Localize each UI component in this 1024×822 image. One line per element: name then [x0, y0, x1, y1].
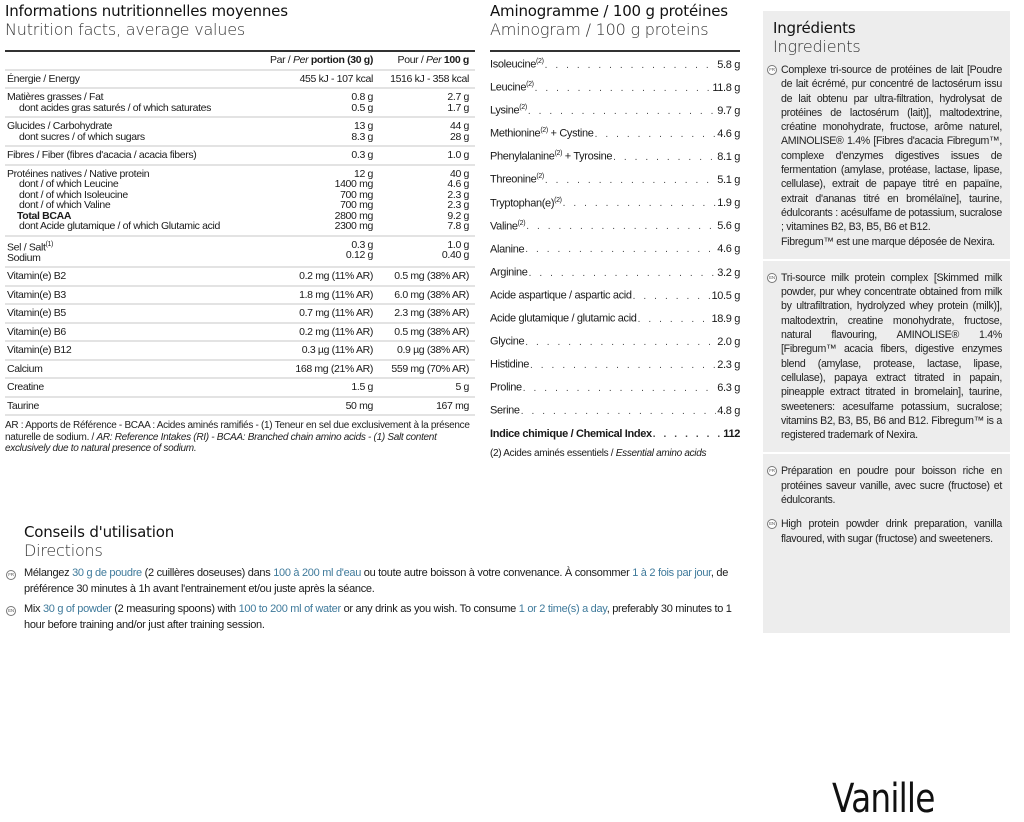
aminogram-list: [490, 52, 740, 422]
column-header-portion: Par / Per portion (30 g): [245, 52, 375, 70]
table-row-vitamin-b2: Vitamin(e) B2 0.2 mg (11% AR) 0.5 mg (38% AR): [5, 267, 475, 286]
chemical-index-row: Indice chimique / Chemical Index . . . 112: [490, 422, 740, 445]
divider: [763, 452, 1010, 454]
table-row-vitamin-b6: Vitamin(e) B6 0.2 mg (11% AR) 0.5 mg (38% AR): [5, 323, 475, 342]
amino-acid-row: Alanine . . . 4.6 g: [490, 237, 740, 260]
nutrition-table: [5, 52, 475, 416]
table-row-salt: Sel / Salt$^{(1)}$ Sodium 0.3 g 0.12 g 1.0 g 0.40 g: [5, 236, 475, 268]
ingredients-title-en: Ingredients: [773, 37, 861, 56]
nutrition-facts-section: [5, 2, 475, 455]
amino-acid-row: Proline . . . 6.3 g: [490, 375, 740, 398]
directions-section: [5, 523, 745, 638]
divider: [763, 259, 1010, 261]
nutrition-footnote: AR : Apports de Référence - BCAA : Acides aminés ramifiés - (1) Teneur en sel due exclusivement à la présence naturelle de sodium. / AR: Reference Intakes (RI) - BCAA: Branched chain amino acids - (1) Salt content exclusively due to natural presence of sodium.: [5, 420, 470, 454]
directions-title-en: Directions: [24, 541, 103, 560]
table-row-taurine: Taurine 50 mg 167 mg: [5, 397, 475, 416]
ingredients-header: [773, 19, 1002, 56]
table-row-creatine: Creatine 1.5 g 5 g: [5, 378, 475, 397]
nutrition-title-en: Nutrition facts, average values: [5, 20, 246, 39]
table-row-fiber: Fibres / Fiber (fibres d'acacia / acacia fibers) 0.3 g 1.0 g: [5, 146, 475, 165]
nutrition-column-headers: [5, 52, 475, 70]
directions-fr: FR Mélangez 30 g de poudre (2 cuillères doseuses) dans 100 à 200 ml d'eau ou toute autre boisson à votre convenance. À consommer 1 à 2 fois par jour, de préférence 30 minutes à 1h avant l'entrainement et/ou juste après la séance.: [5, 566, 745, 597]
table-row-vitamin-b3: Vitamin(e) B3 1.8 mg (11% AR) 6.0 mg (38% AR): [5, 286, 475, 305]
table-row-protein: Protéines natives / Native protein dont / of which Leucine dont / of which Isoleucine dont / of which Valine Total BCAA dont Acide glutamique / of which Glutamic acid 12 g 1400 mg 700 mg 700 mg 2800 mg 2300 mg 40 g 4.6 g 2.3 g 2.3 g 9.2 g 7.8 g: [5, 165, 475, 236]
aminogram-section: [490, 2, 740, 459]
amino-acid-row: Glycine . . . 2.0 g: [490, 329, 740, 352]
aminogram-footnote: (2) Acides aminés essentiels / Essential amino acids: [490, 447, 707, 459]
description-en: EN High protein powder drink preparation, vanilla flavoured, with sugar (fructose) and sweeteners.: [773, 517, 1002, 546]
amino-acid-row: Histidine . . . 2.3 g: [490, 352, 740, 375]
en-flag-icon: EN: [767, 273, 777, 283]
table-row-calcium: Calcium 168 mg (21% AR) 559 mg (70% AR): [5, 360, 475, 379]
ingredients-fr: FR Complexe tri-source de protéines de lait [Poudre de lait écrémé, pur concentré de lactosérum issu de lait obtenu par ultra-filtration, hydrolysat de protéines de lactosérum (lait)], maltodextrine, créatine monohydrate, fructose, arôme naturel, AMINOLISE® 1.4% [Fibres d'acacia Fibregum™, complexe d'enzymes digestives issues de fermentation (amylase, protéase, lactase, lipase, cellulase), extrait de papaye titré en papaïne, extrait d'ananas titré en bromélaïne], taurine, édulcorants : acésulfame de potassium, sucralose ; vitamines B2, B3, B5, B6 et B12. Fibregum™ est une marque déposée de Nexira.: [773, 63, 1002, 249]
aminogram-title-fr: Aminogramme / 100 g protéines: [490, 2, 728, 20]
nutrition-title-fr: Informations nutritionnelles moyennes: [5, 2, 288, 20]
amino-acid-row: Acide glutamique / glutamic acid . . . 18.9 g: [490, 306, 740, 329]
amino-acid-row: Lysine$^{(2)}$ . . . 9.7 g: [490, 98, 740, 121]
amino-acid-row: Threonine$^{(2)}$ . . . 5.1 g: [490, 167, 740, 190]
amino-acid-row: Valine$^{(2)}$ . . . 5.6 g: [490, 214, 740, 237]
amino-acid-row: Arginine . . . 3.2 g: [490, 260, 740, 283]
amino-acid-row: Methionine$^{(2)}$ + Cystine . . . 4.6 g: [490, 121, 740, 144]
aminogram-title-en: Aminogram / 100 g proteins: [490, 20, 709, 39]
fr-flag-icon: FR: [6, 570, 16, 580]
table-row-fat: Matières grasses / Fat dont acides gras saturés / of which saturates 0.8 g 0.5 g 2.7 g 1.7 g: [5, 88, 475, 117]
directions-header: [24, 523, 745, 560]
fr-flag-icon: FR: [767, 466, 777, 476]
amino-acid-row: Leucine$^{(2)}$ . . . 11.8 g: [490, 75, 740, 98]
column-header-100g: Pour / Per 100 g: [375, 52, 475, 70]
amino-acid-row: Phenylalanine$^{(2)}$ + Tyrosine . . . 8.1 g: [490, 144, 740, 167]
nutrition-header: [5, 2, 475, 48]
ingredients-en: EN Tri-source milk protein complex [Skimmed milk powder, pur whey concentrate obtained from milk by ultrafiltration, hydrolyzed whey protein (milk)], maltodextrin, creatine monohydrate, fructose, natural flavouring, AMINOLISE® 1.4% [Fibregum™ acacia fibers, digestive enzymes blend (amylase, protease, lactase, lipase, cellulase), papaya extract titrated in papain, pineapple extract titrated in bromelain], taurine, sweeteners: acesulfame potassium, sucralose; vitamins B2, B3, B5, B6 and B12. Fibregum™ is a registered trademark of Nexira.: [773, 271, 1002, 443]
amino-acid-row: Serine . . . 4.8 g: [490, 398, 740, 421]
en-flag-icon: EN: [6, 606, 16, 616]
table-row-energy: Énergie / Energy 455 kJ - 107 kcal 1516 kJ - 358 kcal: [5, 70, 475, 89]
directions-en: EN Mix 30 g of powder (2 measuring spoons) with 100 to 200 ml of water or any drink as you wish. To consume 1 or 2 time(s) a day, preferably 30 minutes to 1 hour before training and/or just after training session.: [5, 602, 745, 633]
flavor-label: Vanille: [832, 776, 935, 822]
amino-acid-row: $Tryptophan(e)^{(2)}$ . . . 1.9 g: [490, 191, 740, 214]
description-fr: FR Préparation en poudre pour boisson riche en protéines saveur vanille, avec sucre (fructose) et édulcorants.: [773, 464, 1002, 507]
aminogram-header: [490, 2, 740, 48]
directions-title-fr: Conseils d'utilisation: [24, 523, 174, 541]
table-row-vitamin-b5: Vitamin(e) B5 0.7 mg (11% AR) 2.3 mg (38% AR): [5, 304, 475, 323]
table-row-vitamin-b12: Vitamin(e) B12 0.3 µg (11% AR) 0.9 µg (38% AR): [5, 341, 475, 360]
amino-acid-row: Isoleucine$^{(2)}$ . . . 5.8 g: [490, 52, 740, 75]
fr-flag-icon: FR: [767, 65, 777, 75]
en-flag-icon: EN: [767, 519, 777, 529]
amino-acid-row: Acide aspartique / aspartic acid . . . 10.5 g: [490, 283, 740, 306]
ingredients-panel: [763, 11, 1010, 633]
ingredients-title-fr: Ingrédients: [773, 19, 856, 37]
table-row-carbohydrate: Glucides / Carbohydrate dont sucres / of which sugars 13 g 8.3 g 44 g 28 g: [5, 117, 475, 146]
